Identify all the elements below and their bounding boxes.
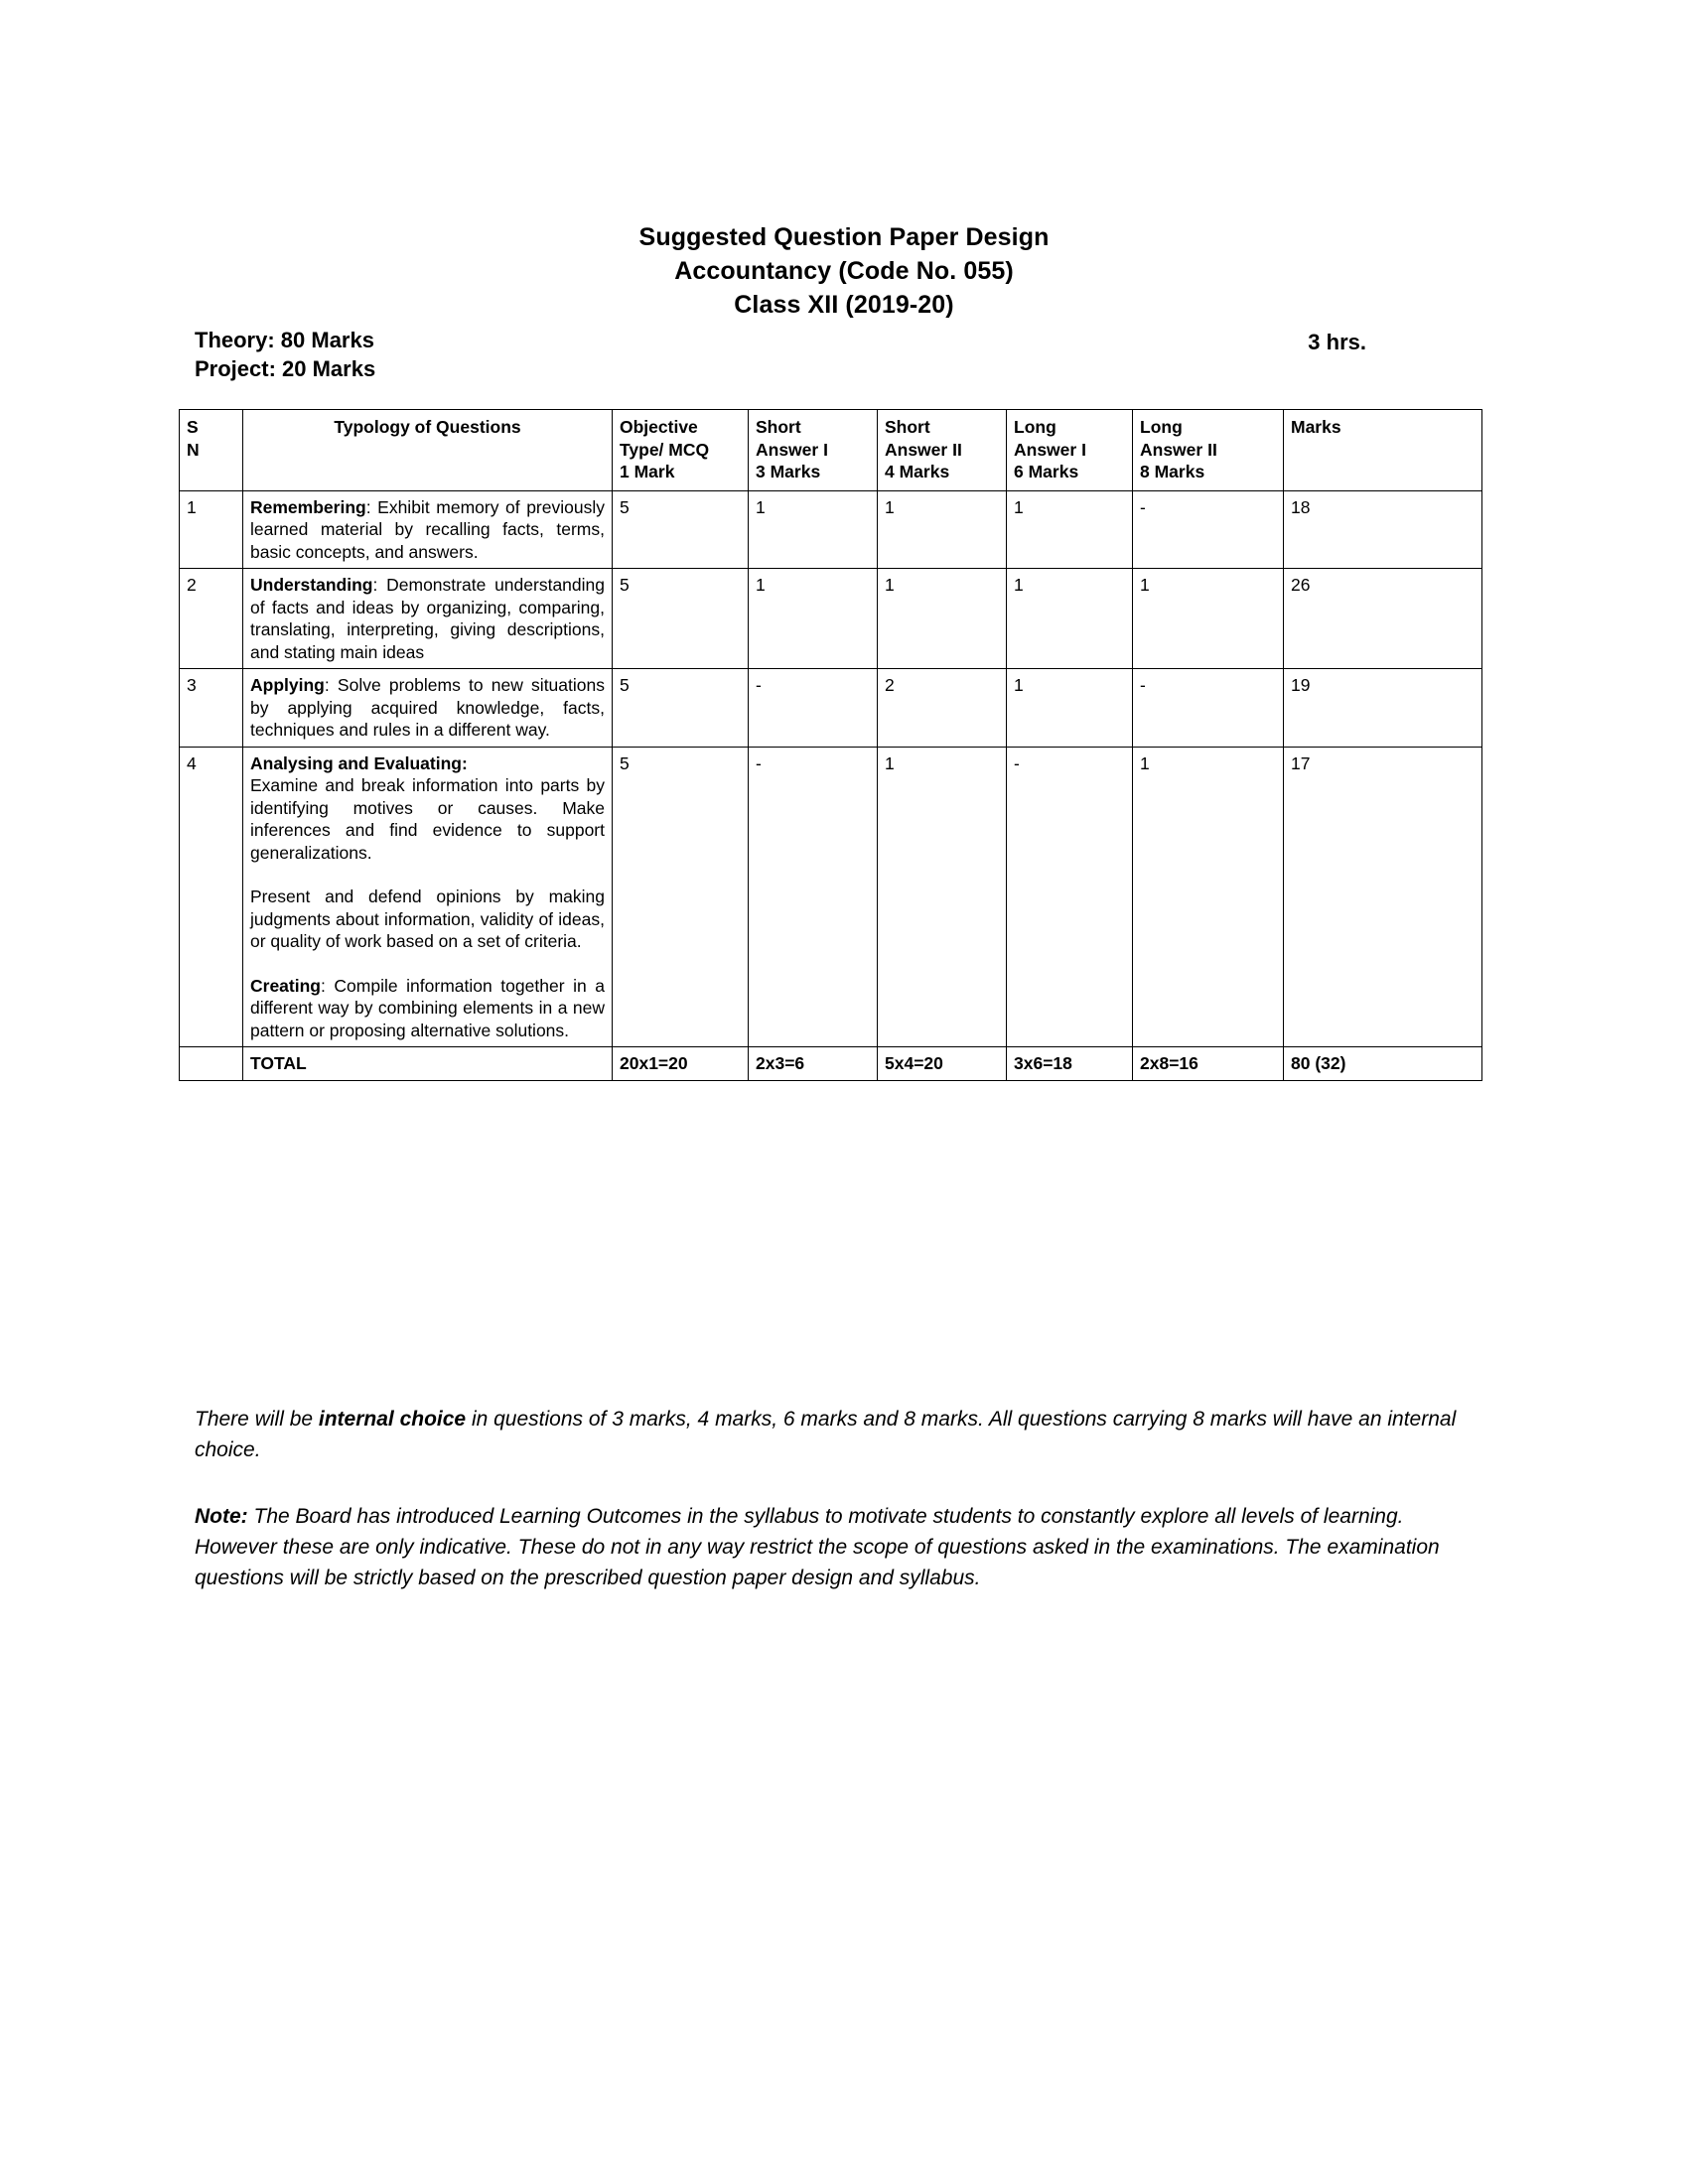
row-short-answer-1-count: 1 [749,490,878,569]
row-short-answer-2-count: 2 [878,669,1007,748]
note1-emphasis: internal choice [318,1408,467,1431]
project-marks: Project: 20 Marks [195,356,376,381]
header-sn-line1: S [187,417,199,437]
header-la1-line1: Long [1014,417,1056,437]
header-long-answer-1 [1007,410,1133,491]
total-label: TOTAL [243,1047,613,1081]
header-la2-line3: 8 Marks [1140,462,1205,481]
header-long-answer-2 [1133,410,1284,491]
row-long-answer-1-count: 1 [1007,569,1133,669]
row-long-answer-2-count: - [1133,669,1284,748]
internal-choice-note [195,1404,1491,1465]
question-paper-design-table-wrapper [179,409,1481,1081]
table-header-row [180,410,1482,491]
row-long-answer-2-count: - [1133,490,1284,569]
note1-suffix: in questions of 3 marks, 4 marks, 6 marks and 8 marks. All questions carrying 8 marks will have an internal choice. [195,1408,1457,1461]
row-objective-count: 5 [613,490,749,569]
header-sa1-line2: Answer I [756,439,828,460]
marks-duration-row [195,326,1503,383]
page-title [0,220,1688,322]
table-row [180,747,1482,1047]
table-total-row [180,1047,1482,1081]
total-objective: 20x1=20 [613,1047,749,1081]
row-serial-number: 1 [180,490,243,569]
row-short-answer-1-count: - [749,669,878,748]
header-sa1-line1: Short [756,417,801,437]
header-sa1-line3: 3 Marks [756,462,821,481]
typology-term: Applying [250,675,325,695]
row-long-answer-2-count: 1 [1133,747,1284,1047]
exam-duration: 3 hrs. [1308,330,1366,354]
row-long-answer-1-count: 1 [1007,490,1133,569]
typology-term: Remembering [250,496,366,517]
row-typology-cell [243,569,613,669]
row-typology-cell [243,669,613,748]
header-la2-line2: Answer II [1140,439,1217,460]
header-short-answer-1 [749,410,878,491]
header-serial-number [180,410,243,491]
total-long-answer-1: 3x6=18 [1007,1047,1133,1081]
header-sa2-line2: Answer II [885,439,962,460]
note1-prefix: There will be [195,1408,319,1431]
typology-description: Demonstrate understanding of facts and ideas by organizing, comparing, translating, interpreting, giving descriptions, and stating main ideas [250,575,605,662]
row-short-answer-2-count: 1 [878,490,1007,569]
total-short-answer-1: 2x3=6 [749,1047,878,1081]
row-long-answer-2-count: 1 [1133,569,1284,669]
marks-block [195,326,375,383]
total-long-answer-2: 2x8=16 [1133,1047,1284,1081]
row-total-marks: 26 [1284,569,1482,669]
typology-separator: : [324,675,330,695]
typology-paragraph-2: Present and defend opinions by making judgments about information, validity of ideas, or quality of work based on a set of criteria. [250,887,605,951]
row-short-answer-2-count: 1 [878,569,1007,669]
header-la1-line3: 6 Marks [1014,462,1079,481]
header-sa2-line1: Short [885,417,930,437]
header-short-answer-2 [878,410,1007,491]
row-objective-count: 5 [613,669,749,748]
row-total-marks: 17 [1284,747,1482,1047]
header-la2-line1: Long [1140,417,1183,437]
row-objective-count: 5 [613,747,749,1047]
theory-marks: Theory: 80 Marks [195,328,374,352]
typology-description: Solve problems to new situations by applying acquired knowledge, facts, techniques and rules in a different way. [250,675,605,740]
header-objective-line3: 1 Mark [620,462,675,481]
typology-term: Understanding [250,575,373,595]
total-short-answer-2: 5x4=20 [878,1047,1007,1081]
table-row [180,569,1482,669]
typology-description: Exhibit memory of previously learned material by recalling facts, terms, basic concepts, and answers. [250,496,605,562]
total-serial-number [180,1047,243,1081]
row-serial-number: 4 [180,747,243,1047]
note2-label: Note: [195,1505,248,1528]
row-objective-count: 5 [613,569,749,669]
typology-paragraph-1: Examine and break information into parts by identifying motives or causes. Make inferences and find evidence to support generalizations. [250,775,605,863]
header-marks: Marks [1284,410,1482,491]
typology-separator: : [372,575,378,595]
row-total-marks: 19 [1284,669,1482,748]
row-typology-cell [243,747,613,1047]
row-short-answer-2-count: 1 [878,747,1007,1047]
header-typology: Typology of Questions [243,410,613,491]
header-objective-line1: Objective [620,417,698,437]
typology-separator: : [365,496,371,517]
total-marks: 80 (32) [1284,1047,1482,1081]
note2-body: The Board has introduced Learning Outcomes in the syllabus to motivate students to constantly explore all levels of learning. However these are only indicative. These do not in any way restrict the scope of questions asked in the examinations. The examination questions will be strictly based on the prescribed question paper design and syllabus. [195,1505,1440,1589]
row-short-answer-1-count: 1 [749,569,878,669]
row-serial-number: 3 [180,669,243,748]
header-objective-mcq [613,410,749,491]
title-line-2: Accountancy (Code No. 055) [674,257,1014,285]
header-sa2-line3: 4 Marks [885,462,950,481]
creating-description: Compile information together in a different way by combining elements in a new pattern or proposing alternative solutions. [250,975,605,1040]
creating-separator: : [320,975,326,996]
board-learning-outcomes-note [195,1501,1491,1593]
typology-term: Analysing and Evaluating: [250,752,468,773]
row-long-answer-1-count: - [1007,747,1133,1047]
question-paper-design-table [179,409,1482,1081]
row-typology-cell [243,490,613,569]
header-la1-line2: Answer I [1014,439,1086,460]
row-short-answer-1-count: - [749,747,878,1047]
table-row [180,490,1482,569]
row-total-marks: 18 [1284,490,1482,569]
creating-term: Creating [250,975,321,996]
row-long-answer-1-count: 1 [1007,669,1133,748]
title-line-3: Class XII (2019-20) [734,291,954,319]
header-sn-line2: N [187,439,200,460]
table-row [180,669,1482,748]
title-line-1: Suggested Question Paper Design [638,223,1050,251]
header-objective-line2: Type/ MCQ [620,439,710,460]
row-serial-number: 2 [180,569,243,669]
